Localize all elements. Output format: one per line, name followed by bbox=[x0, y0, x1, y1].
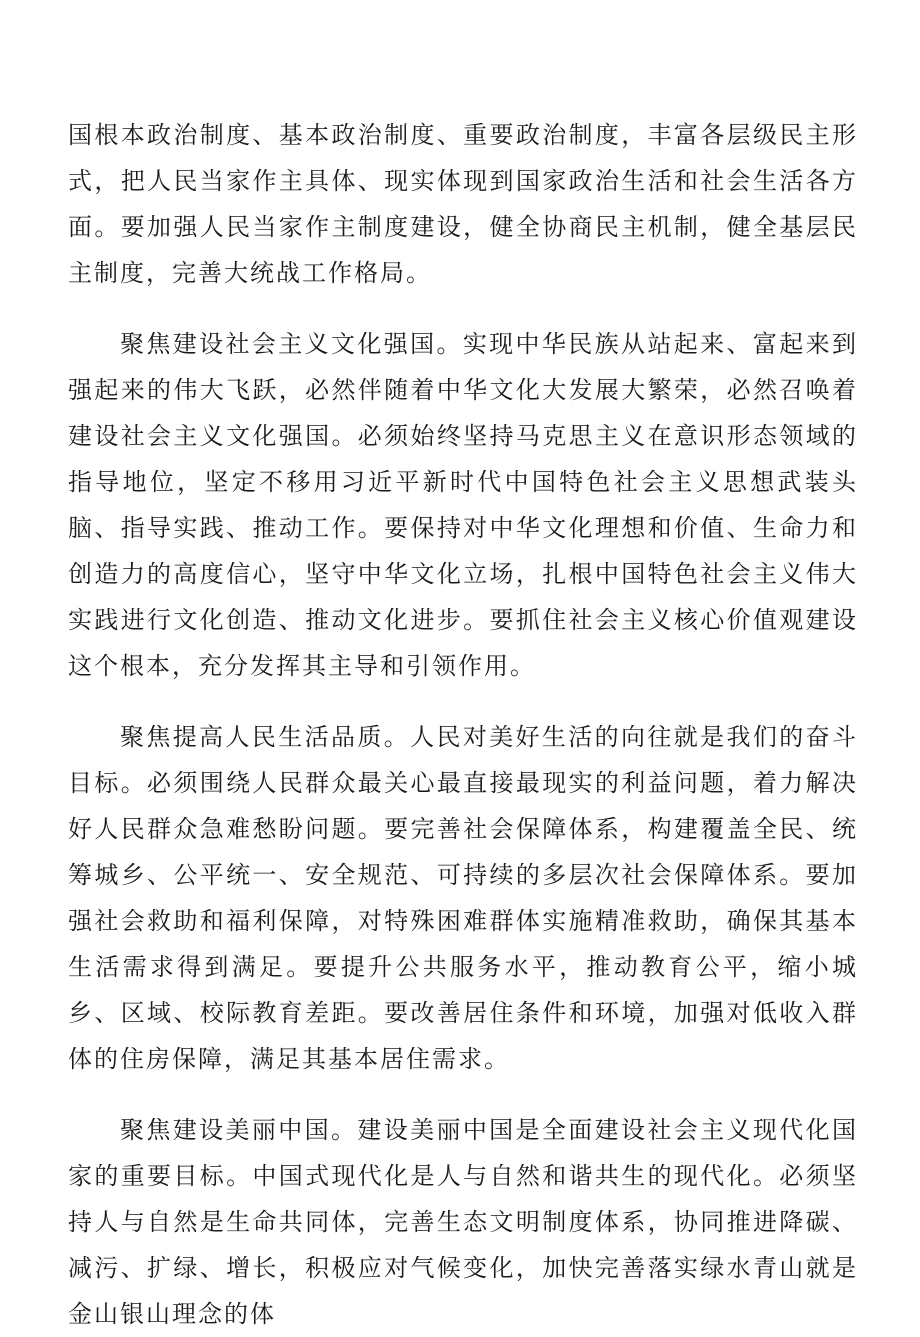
document-page bbox=[68, 112, 858, 1337]
paragraph-continued: 国根本政治制度、基本政治制度、重要政治制度，丰富各层级民主形式，把人民当家作主具体、现实体现到国家政治生活和社会生活各方面。要加强人民当家作主制度建设，健全协商民主机制，健全基层民主制度，完善大统战工作格局。 bbox=[68, 121, 858, 287]
paragraph-culture: 聚焦建设社会主义文化强国。实现中华民族从站起来、富起来到强起来的伟大飞跃，必然伴随着中华文化大发展大繁荣，必然召唤着建设社会主义文化强国。必须始终坚持马克思主义在意识形态领域的指导地位，坚定不移用习近平新时代中国特色社会主义思想武装头脑、指导实践、推动工作。要保持对中华文化理想和价值、生命力和创造力的高度信心，坚守中华文化立场，扎根中国特色社会主义伟大实践进行文化创造、推动文化进步。要抓住社会主义核心价值观建设这个根本，充分发挥其主导和引领作用。 bbox=[68, 330, 858, 680]
paragraph-ecology: 聚焦建设美丽中国。建设美丽中国是全面建设社会主义现代化国家的重要目标。中国式现代化是人与自然和谐共生的现代化。必须坚持人与自然是生命共同体，完善生态文明制度体系，协同推进降碳、减污、扩绿、增长，积极应对气候变化，加快完善落实绿水青山就是金山银山理念的体 bbox=[68, 1116, 858, 1328]
paragraph-livelihood: 聚焦提高人民生活品质。人民对美好生活的向往就是我们的奋斗目标。必须围绕人民群众最关心最直接最现实的利益问题，着力解决好人民群众急难愁盼问题。要完善社会保障体系，构建覆盖全民、统筹城乡、公平统一、安全规范、可持续的多层次社会保障体系。要加强社会救助和福利保障，对特殊困难群体实施精准救助，确保其基本生活需求得到满足。要提升公共服务水平，推动教育公平，缩小城乡、区域、校际教育差距。要改善居住条件和环境，加强对低收入群体的住房保障，满足其基本居住需求。 bbox=[68, 723, 858, 1073]
